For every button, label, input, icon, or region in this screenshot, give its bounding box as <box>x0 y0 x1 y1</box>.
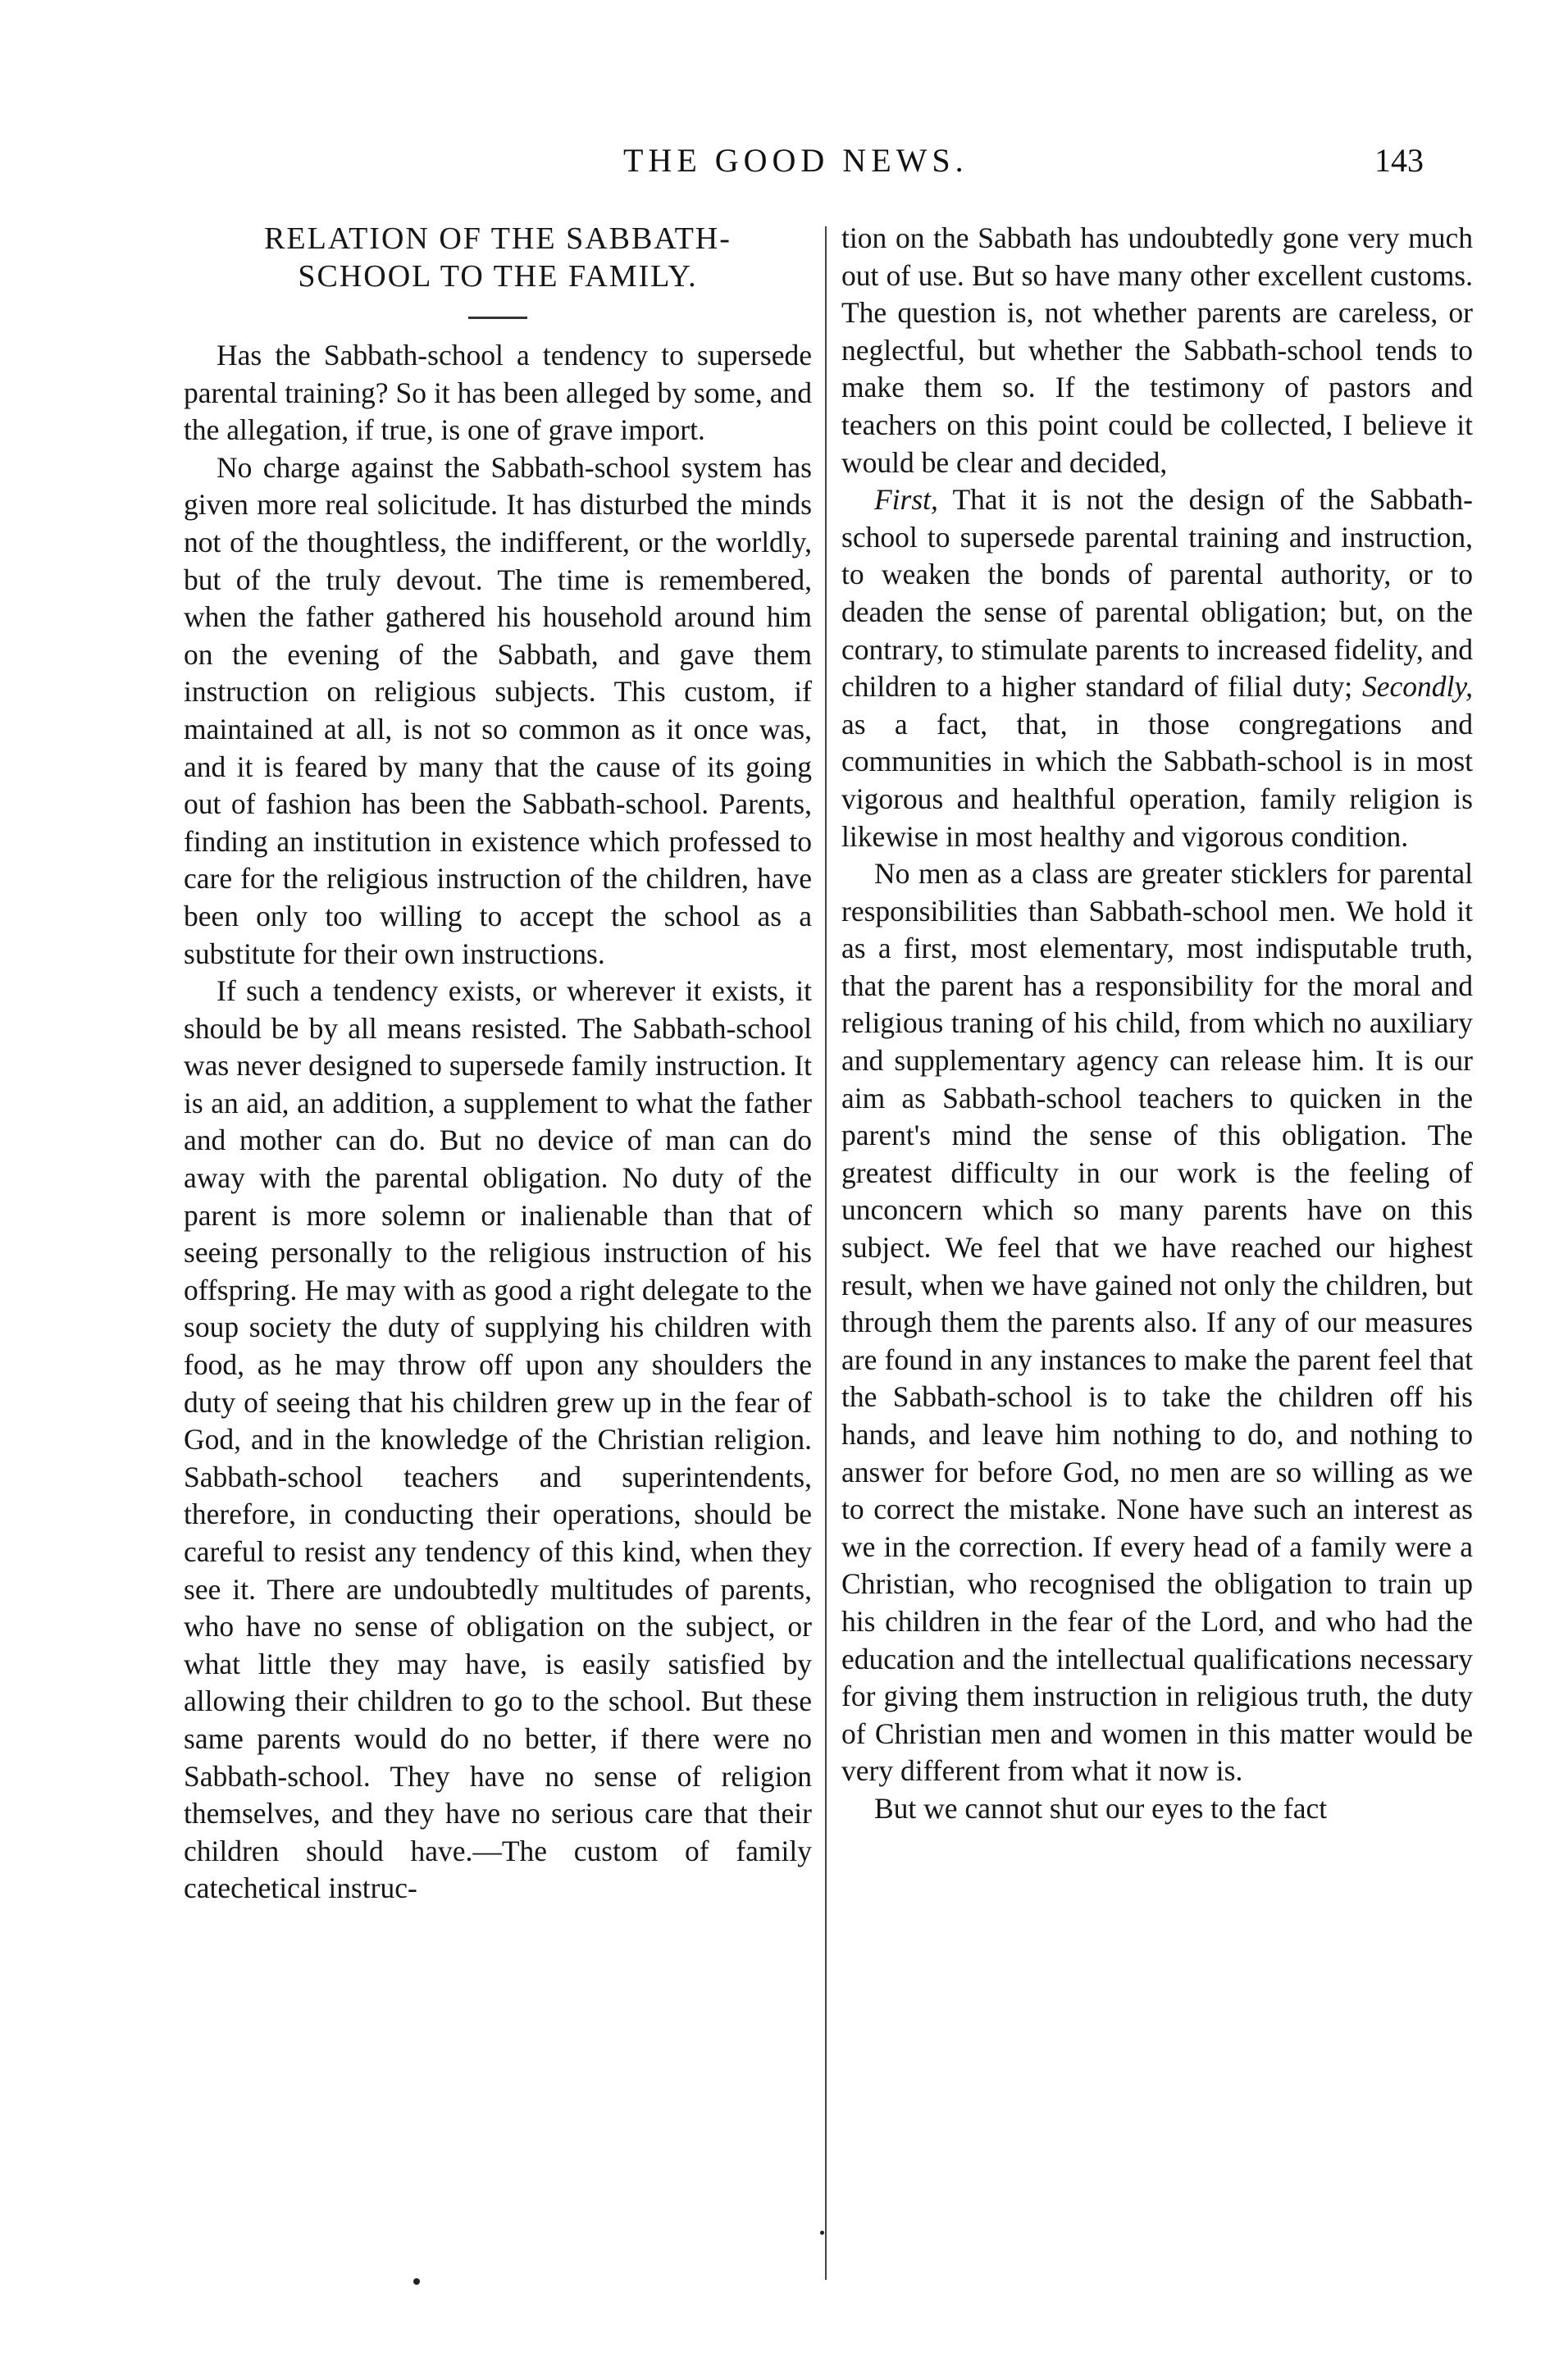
paragraph-continued: tion on the Sabbath has undoubtedly gone very much out of use. But so have many other excellent customs. The question is, not whether parents are careless, or neglectful, but whether the Sabbath-school tends to make them so. If the testimony of pastors and teachers on this point could be collected, I believe it would be clear and decided, <box>841 221 1473 479</box>
emphasis-secondly: Secondly, <box>1361 670 1473 704</box>
paragraph-first-secondly <box>841 481 1473 855</box>
paragraph-secondly-text: as a fact, that, in those congregations and communities in which the Sabbath-school is in most vigorous and healthful operation, family religion is likewise in most healthy and vigorous condition. <box>841 707 1473 853</box>
ink-speck <box>413 2278 420 2285</box>
running-head: THE GOOD NEWS. <box>623 142 969 179</box>
article-title-line-1: RELATION OF THE SABBATH- <box>264 221 732 256</box>
page-number: 143 <box>1374 142 1424 179</box>
paragraph-final: But we cannot shut our eyes to the fact <box>874 1791 1328 1825</box>
paragraph-sticklers: No men as a class are greater sticklers for parental responsibilities than Sabbath-school men. We hold it as a first, most elementary, most indisputable truth, that the parent has a responsibility for the moral and religious traning of his child, from which no auxiliary and supplementary agency can release him. It is our aim as Sabbath-school teachers to quicken in the parent's mind the sense of this obligation. The greatest difficulty in our work is the feeling of unconcern which so many parents have on this subject. We feel that we have reached our highest result, when we have gained not only the children, but through them the parents also. If any of our measures are found in any instances to make the parent feel that the Sabbath-school is to take the children off his hands, and leave him nothing to do, and nothing to answer for before God, no men are so willing as we to correct the mistake. None have such an interest as we in the correction. If every head of a family were a Christian, who recognised the obligation to train up his children in the fear of the Lord, and who had the education and the intellectual qualifications necessary for giving them instruction in religious truth, the duty of Christian men and women in this matter would be very different from what it now is. <box>841 857 1473 1788</box>
article-title <box>184 220 812 295</box>
left-column <box>184 220 812 1908</box>
paragraph-3: If such a tendency exists, or wherever it exists, it should be by all means resisted. The Sabbath-school was never designed to supersede family instruction. It is an aid, an addition, a supplement to what the father and mother can do. But no device of man can do away with the parental obligation. No duty of the parent is more solemn or inalienable than that of seeing personally to the religious instruction of his offspring. He may with as good a right delegate to the soup society the duty of supplying his children with food, as he may throw off upon any shoulders the duty of seeing that his children grew up in the fear of God, and in the knowledge of the Christian religion. Sabbath-school teachers and superintendents, therefore, in conducting their operations, should be careful to resist any tendency of this kind, when they see it. There are undoubtedly multitudes of parents, who have no sense of obligation on the subject, or what little they may have, is easily satisfied by allowing their children to go to the school. But these same parents would do no better, if there were no Sabbath-school. They have no sense of religion themselves, and they have no serious care that their children should have.—The custom of family catechetical instruc- <box>184 974 812 1905</box>
column-divider <box>825 226 827 2280</box>
emphasis-first: First, <box>874 483 938 517</box>
right-column <box>841 220 1473 1828</box>
title-rule <box>468 317 527 319</box>
paragraph-first-text: That it is not the design of the Sabbath-school to supersede parental training and instruction, to weaken the bonds of parental authority, or to deaden the sense of parental obligation; but, on the contrary, to stimulate parents to increased fidelity, and children to a higher standard of filial duty; <box>841 483 1473 704</box>
paragraph-1: Has the Sabbath-school a tendency to supersede parental training? So it has been alleged by some, and the allegation, if true, is one of grave import. <box>184 339 812 447</box>
paragraph-2: No charge against the Sabbath-school system has given more real solicitude. It has disturbed the minds not of the thoughtless, the indifferent, or the worldly, but of the truly devout. The time is remembered, when the father gathered his household around him on the evening of the Sabbath, and gave them instruction on religious subjects. This custom, if maintained at all, is not so common as it once was, and it is feared by many that the cause of its going out of fashion has been the Sabbath-school. Parents, finding an institution in existence which professed to care for the religious instruction of the children, have been only too willing to accept the school as a substitute for their own instructions. <box>184 450 812 970</box>
article-title-line-2: SCHOOL TO THE FAMILY. <box>298 259 698 294</box>
ink-speck <box>820 2231 824 2235</box>
